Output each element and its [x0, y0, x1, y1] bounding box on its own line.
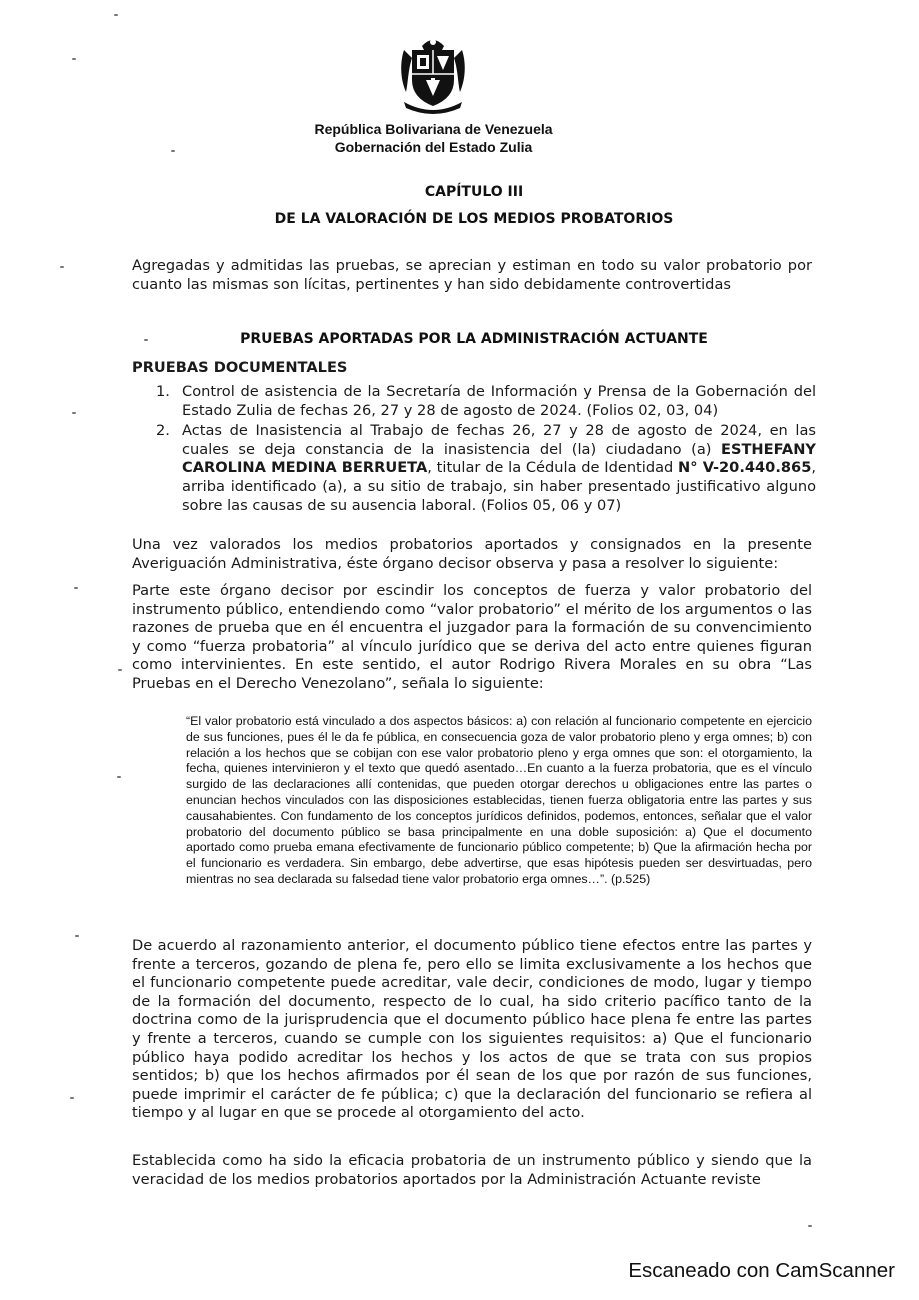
- scan-speck: [171, 150, 175, 152]
- evidence-text-middle: , titular de la Cédula de Identidad: [427, 459, 679, 477]
- block-quote: “El valor probatorio está vinculado a dos aspectos básicos: a) con relación al funcionario competente en ejercicio de sus funciones, pues él le da fe pública, en consecuencia goza de valor probatorio pleno y erga omnes; b) con relación a los hechos que se cobijan con ese valor probatorio pleno y erga omnes que son: el otorgamiento, la fecha, quienes intervinieron y el texto que quedó asentado…En cuanto a la fuerza probatoria, que es el vínculo surgido de las declaraciones allí contenidas, que pueden otorgar derechos u obligaciones entre las partes o enuncian hechos vinculados con las disposiciones establecidas, tienen fuerza obligatoria entre las partes y sus causahabientes. Con fundamento de los conceptos jurídicos definidos, podemos, entonces, señalar que el valor probatorio del documento público se basa principalmente en una doble suposición: a) Que el documento aportado como prueba emana efectivamente de funcionario público competente; b) Que la afirmación hecha por el funcionario es verdadera. Sin embargo, debe advertirse, que esas hipótesis pueden ser desvirtuadas, pero mientras no sea declarada su falsedad tiene valor probatorio erga omnes…”. (p.525): [186, 714, 812, 886]
- scan-speck: [74, 587, 78, 589]
- paragraph-valuation: Una vez valorados los medios probatorios aportados y consignados en la presente Averiguación Administrativa, éste órgano decisor observa y pasa a resolver lo siguiente:: [132, 536, 812, 572]
- paragraph-analysis: Parte este órgano decisor por escindir los conceptos de fuerza y valor probatorio del instrumento público, entendiendo como “valor probatorio” el mérito de los argumentos o las razones de prueba que en él encuentra el juzgador para la formación de su convencimiento y como “fuerza probatoria” al vínculo jurídico que se deriva del acto entre quienes figuran como intervinientes. En este sentido, el autor Rodrigo Rivera Morales en su obra “Las Pruebas en el Derecho Venezolano”, señala lo siguiente:: [132, 582, 812, 692]
- scanner-watermark: Escaneado con CamScanner: [628, 1259, 895, 1282]
- paragraph-reasoning: De acuerdo al razonamiento anterior, el documento público tiene efectos entre las partes y frente a terceros, gozando de plena fe, pero ello se limita exclusivamente a los hechos que el funcionario competente puede acreditar, vale decir, condiciones de modo, lugar y tiempo de la formación del documento, respecto de lo cual, ha sido criterio pacífico tanto de la doctrina como de la jurisprudencia que el documento público hace plena fe entre las partes y frente a terceros, cuando se cumple con los siguientes requisitos: a) Que el funcionario público haya podido acreditar los hechos y los actos de que se trata con sus propios sentidos; b) que los hechos afirmados por él sean de los que por razón de sus funciones, puede imprimir el carácter de fe pública; c) que la declaración del funcionario se refiera al tiempo y al lugar en que se procede al otorgamiento del acto.: [132, 937, 812, 1122]
- scan-speck: [144, 339, 148, 341]
- citizen-name: ESTHEFANY CAROLINA MEDINA BERRUETA: [182, 440, 816, 477]
- scan-speck: [72, 58, 76, 60]
- coat-of-arms-zulia-icon: [398, 34, 468, 116]
- evidence-item-2: [156, 422, 816, 515]
- paragraph-conclusion: Establecida como ha sido la eficacia probatoria de un instrumento público y siendo que la veracidad de los medios probatorios aportados por la Administración Actuante reviste: [132, 1152, 812, 1188]
- scan-speck: [60, 266, 64, 268]
- citizen-id-number: N° V-20.440.865: [678, 459, 812, 477]
- scan-speck: [117, 776, 121, 778]
- section-subtitle: PRUEBAS DOCUMENTALES: [132, 359, 348, 376]
- scan-speck: [72, 412, 76, 414]
- scan-speck: [75, 935, 79, 937]
- evidence-number: 1.: [156, 383, 170, 400]
- section-title: PRUEBAS APORTADAS POR LA ADMINISTRACIÓN ACTUANTE: [240, 331, 708, 347]
- chapter-title: CAPÍTULO III: [424, 184, 524, 200]
- scan-speck: [808, 1225, 812, 1227]
- scan-speck: [70, 1097, 74, 1099]
- evidence-text-end: , arriba identificado (a), a su sitio de trabajo, sin haber presentado justificativo alguno sobre las causas de su ausencia laboral. (Folios 05, 06 y 07): [182, 459, 816, 514]
- evidence-text: Control de asistencia de la Secretaría de Información y Prensa de la Gobernación del Estado Zulia de fechas 26, 27 y 28 de agosto de 2024. (Folios 02, 03, 04): [182, 383, 816, 419]
- scan-speck: [114, 14, 118, 16]
- evidence-item-1: [156, 383, 816, 420]
- header-government: Gobernación del Estado Zulia: [334, 139, 533, 155]
- scan-speck: [118, 669, 122, 671]
- evidence-number: 2.: [156, 422, 170, 440]
- evidence-list: [156, 383, 816, 515]
- evidence-text-start: Actas de Inasistencia al Trabajo de fechas 26, 27 y 28 de agosto de 2024, en las cuales se deja constancia de la inasistencia del (la) ciudadano (a): [182, 422, 816, 458]
- chapter-subtitle: DE LA VALORACIÓN DE LOS MEDIOS PROBATORIOS: [274, 211, 674, 227]
- intro-paragraph: Agregadas y admitidas las pruebas, se aprecian y estiman en todo su valor probatorio por cuanto las mismas son lícitas, pertinentes y han sido debidamente controvertidas: [132, 257, 812, 293]
- header-country: República Bolivariana de Venezuela: [314, 121, 553, 137]
